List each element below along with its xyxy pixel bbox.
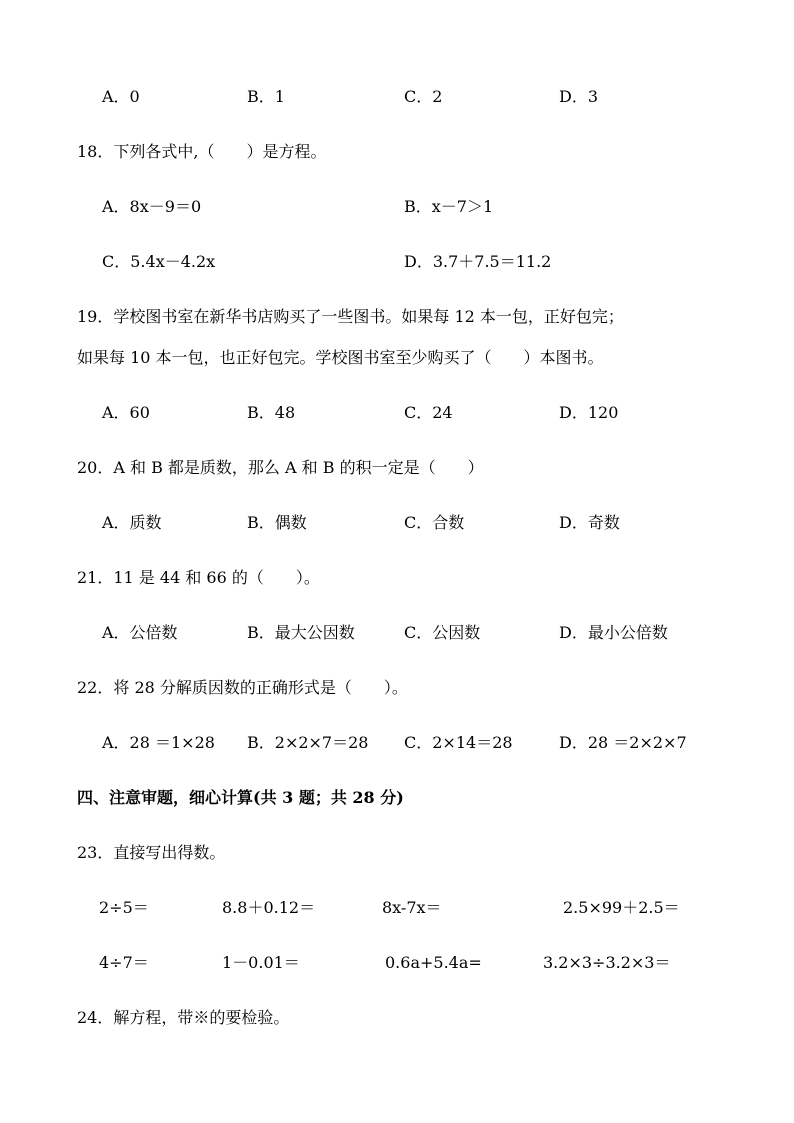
calc-item: 2.5×99＋2.5＝ xyxy=(563,898,680,917)
option-a: A．0 xyxy=(102,87,140,106)
option-c: C．24 xyxy=(404,403,453,422)
question-20-stem: 20．A 和 B 都是质数，那么 A 和 B 的积一定是（ ） xyxy=(77,458,484,477)
calc-item: 0.6a+5.4a= xyxy=(385,953,482,972)
option-a: A．60 xyxy=(102,403,150,422)
option-a: A．28 ＝1×28 xyxy=(102,733,215,752)
option-c: C．合数 xyxy=(404,513,465,532)
option-b: B．2×2×7＝28 xyxy=(247,733,369,752)
option-b: B．1 xyxy=(247,87,285,106)
option-d: D．奇数 xyxy=(559,513,620,532)
question-23-stem: 23．直接写出得数。 xyxy=(77,843,226,862)
option-d: D．3.7＋7.5＝11.2 xyxy=(404,252,552,271)
calc-item: 2÷5＝ xyxy=(99,898,149,917)
option-c: C．5.4x－4.2x xyxy=(102,252,216,271)
section-4-heading: 四、注意审题，细心计算(共 3 题；共 28 分) xyxy=(77,788,404,807)
question-19-stem-line1: 19．学校图书室在新华书店购买了一些图书。如果每 12 本一包，正好包完； xyxy=(77,307,624,326)
option-c: C．2 xyxy=(404,87,443,106)
option-b: B．x－7＞1 xyxy=(404,197,494,216)
question-24-stem: 24．解方程，带※的要检验。 xyxy=(77,1008,290,1027)
option-d: D．28 ＝2×2×7 xyxy=(559,733,687,752)
option-a: A．8x－9＝0 xyxy=(102,197,202,216)
option-d: D．最小公倍数 xyxy=(559,623,668,642)
option-d: D．3 xyxy=(559,87,599,106)
option-d: D．120 xyxy=(559,403,619,422)
question-18-stem: 18．下列各式中,（ ）是方程。 xyxy=(77,142,327,161)
option-b: B．最大公因数 xyxy=(247,623,355,642)
option-b: B．偶数 xyxy=(247,513,307,532)
option-b: B．48 xyxy=(247,403,296,422)
option-a: A．公倍数 xyxy=(102,623,178,642)
calc-item: 3.2×3÷3.2×3＝ xyxy=(543,953,671,972)
calc-item: 1－0.01＝ xyxy=(222,953,300,972)
option-a: A．质数 xyxy=(102,513,162,532)
question-19-stem-line2: 如果每 10 本一包，也正好包完。学校图书室至少购买了（ ）本图书。 xyxy=(77,348,604,367)
calc-item: 4÷7＝ xyxy=(99,953,149,972)
option-c: C．公因数 xyxy=(404,623,481,642)
question-21-stem: 21．11 是 44 和 66 的（ ）。 xyxy=(77,568,320,587)
option-c: C．2×14＝28 xyxy=(404,733,513,752)
calc-item: 8.8＋0.12＝ xyxy=(222,898,316,917)
calc-item: 8x-7x＝ xyxy=(382,898,442,917)
question-22-stem: 22．将 28 分解质因数的正确形式是（ ）。 xyxy=(77,678,408,697)
